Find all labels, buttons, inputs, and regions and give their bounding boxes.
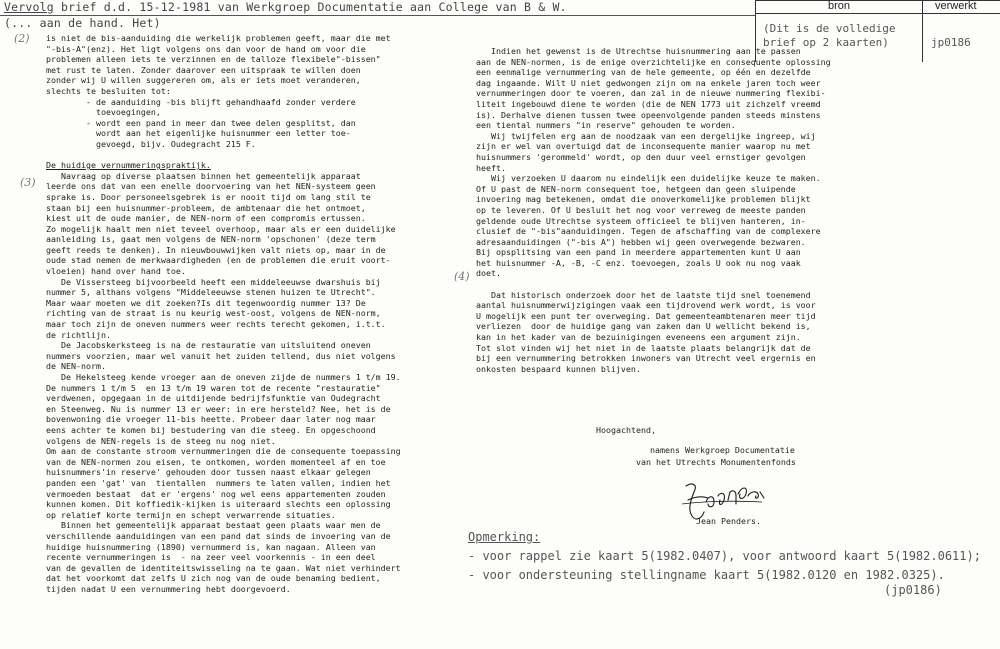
left-paragraph-1 bbox=[46, 33, 446, 150]
right-p2-line: onkosten bespaard kunnen blijven. bbox=[476, 363, 641, 374]
left-p2-line: kiest uit de oude manier, de NEN-norm of een compromis ertussen. bbox=[46, 213, 366, 224]
right-p2-line: Dat historisch onderzoek door het de laatste tijd snel toenemend bbox=[476, 289, 811, 300]
left-p2-line: nummer 5, althans volgens "Middeleeuwse stenen huizen te Utrecht". bbox=[46, 287, 376, 298]
left-p2-line: staan bij een huisnummer-probleem, de ambtenaar die het ontmoet, bbox=[46, 202, 366, 213]
remarks-code: (jp0186) bbox=[884, 583, 942, 597]
registry-col-bron: bron bbox=[828, 0, 851, 12]
right-p2-line: bij een vernummering betrokken inwoners van Utrecht veel ergernis en bbox=[476, 353, 816, 364]
left-p1-line: "-bis-A"(enz). Het ligt volgens ons dan voor de hand om voor die bbox=[46, 43, 366, 54]
left-p2-line: verschillende aanduidingen van een pand dat sinds de invoering van de bbox=[46, 530, 391, 541]
registry-divider bbox=[922, 0, 923, 62]
left-p2-line: Zo mogelijk haalt men niet teveel overhoop, maar als er een duidelijke bbox=[46, 223, 396, 234]
left-p2-line: de richtlijn. bbox=[46, 329, 111, 340]
left-p2-line: verdwenen, opgegaan in de uitdijende bedrijfsfunktie van Oudegracht bbox=[46, 393, 381, 404]
right-p1-line: liteit ingebouwd diene te worden (die de NEN 1773 uit zichzelf vreemd bbox=[476, 98, 821, 109]
title-rest: brief d.d. 15-12-1981 van Werkgroep Documentatie aan College van B & W. bbox=[53, 0, 567, 14]
right-p1-line: huisnummers 'gerommeld' wordt, op den duur veel ernstiger gevolgen bbox=[476, 151, 806, 162]
right-p2-line: kan in het kader van de bezuinigingen eveneens een argument zijn. bbox=[476, 332, 801, 343]
left-p2-line: van de gevallen de identiteitswisseling na te gaan. Wat niet verhindert bbox=[46, 562, 401, 573]
remarks-block bbox=[468, 528, 981, 585]
right-p1-line: zijn er wel van overtuigd dat de inconsequente manier waarop nu met bbox=[476, 141, 811, 152]
closing-org-line1: namens Werkgroep Documentatie bbox=[650, 445, 795, 455]
left-p2-line: vermoeden bestaat dat er 'ergens' nog wel eens appartementen zouden bbox=[46, 488, 386, 499]
right-p1-line: Wij verzoeken U daarom nu eindelijk een duidelijke keuze te maken. bbox=[476, 173, 821, 184]
left-p2-line: op relatief korte termijn en schept verwarrende situaties. bbox=[46, 509, 336, 520]
left-p2-line: De Jacobskerksteeg is na de restauratie van uitsluitend oneven bbox=[46, 340, 371, 351]
right-p2-line: U mogelijk een punt ter overweging. Dat gemeenteambtenaren meer tijd bbox=[476, 310, 816, 321]
right-p1-line: heeft. bbox=[476, 162, 506, 173]
left-p2-line: en Steenweg. Nu is nummer 13 er weer: in ere hersteld? Nee, het is de bbox=[46, 403, 391, 414]
margin-mark-4: (4) bbox=[454, 270, 470, 283]
right-p1-line: Bij opsplitsing van een pand in meerdere appartementen kunt U aan bbox=[476, 247, 801, 258]
left-p2-line: de NEN-norm. bbox=[46, 361, 106, 372]
left-p1-line: - de aanduiding -bis blijft gehandhaafd zonder verdere bbox=[46, 96, 356, 107]
right-p1-line: clusief de "-bis"aanduidingen. Tegen de afschaffing van de complexere bbox=[476, 226, 821, 237]
right-p1-line: Of U past de NEN-norm consequent toe, hetgeen dan geen sluipende bbox=[476, 183, 796, 194]
section-heading: De huidige vernummeringspraktijk. bbox=[46, 160, 211, 171]
closing-greeting: Hoogachtend, bbox=[596, 425, 656, 435]
registry-col-verwerkt: verwerkt bbox=[935, 0, 977, 12]
right-p1-line: is). Derhalve dienen tussen twee opeenvolgende panden steeds minstens bbox=[476, 109, 821, 120]
left-p2-line: panden een 'gat' van tientallen nummers te laten vallen, indien het bbox=[46, 477, 391, 488]
left-p2-line: van de NEN-normen zou eisen, te ontkomen, worden momenteel af en toe bbox=[46, 456, 386, 467]
left-p1-line: wordt aan het eigenlijke huisnummer een letter toe- bbox=[46, 128, 351, 139]
left-p1-line: problemen alleen iets te verzinnen en de talloze flexibele"-bissen" bbox=[46, 54, 381, 65]
left-p2-line: bovenwoning die vroeger 11-bis heette. Probeer daar later nog maar bbox=[46, 414, 376, 425]
registry-header-rule bbox=[755, 13, 1000, 14]
remarks-item-1: - voor rappel zie kaart 5(1982.0407), voor antwoord kaart 5(1982.0611); bbox=[468, 549, 981, 563]
right-p2-line: Tot slot vinden wij het niet in de laatste plaats belangrijk dat de bbox=[476, 342, 811, 353]
left-p2-line: sprake is. Door personeelsgebrek is er nooit tijd om lang stil te bbox=[46, 191, 371, 202]
right-p1-line: een eenmalige vernummering van de hele gemeente, op één en dezelfde bbox=[476, 67, 811, 78]
left-p2-line: richting van de straat is nu keurig west-oost, volgens de NEN-norm, bbox=[46, 308, 381, 319]
right-p1-line: vernummeringen door te voeren, dan zal in de nieuwe nummering flexibi- bbox=[476, 88, 826, 99]
left-p1-line: - wordt een pand in meer dan twee delen gesplitst, dan bbox=[46, 117, 356, 128]
left-p2-line: huisnummers'in reserve' gehouden door tussen naast elkaar gelegen bbox=[46, 467, 371, 478]
right-p2-line: verliezen door de huidige gang van zaken dan U wellicht bekend is, bbox=[476, 321, 811, 332]
right-p1-line: adresaanduidingen ("-bis A") hebben wij geen overwegende bezwaren. bbox=[476, 236, 806, 247]
right-p1-line: een tiental nummers "in reserve" gehouden te worden. bbox=[476, 120, 736, 131]
left-p2-line: huidige huisnummering (1890) vernummerd is, kan nagaan. Alleen van bbox=[46, 541, 376, 552]
registry-code: jp0186 bbox=[931, 36, 971, 49]
remarks-item-2: - voor ondersteuning stellingname kaart 5(1982.0120 en 1982.0325). bbox=[468, 568, 945, 582]
right-paragraph-1 bbox=[476, 46, 856, 279]
left-p2-line: kunnen komen. Dit koffiedik-kijken is uiteraard slechts een oplossing bbox=[46, 499, 391, 510]
letter-subtitle: (... aan de hand. Het) bbox=[4, 16, 161, 30]
margin-mark-3: (3) bbox=[20, 176, 36, 189]
left-p2-line: leerde ons dat van een enelle doorvoering van het NEN-systeem geen bbox=[46, 181, 376, 192]
left-p2-line: De Hekelsteeg kende vroeger aan de oneven zijde de nummers 1 t/m 19. bbox=[46, 372, 401, 382]
left-p2-line: Binnen het gemeentelijk apparaat bestaat geen plaats waar men de bbox=[46, 520, 381, 531]
left-p2-line: nummers voorzien, maar wel vanuit het zuiden tellend, dus niet volgens bbox=[46, 350, 396, 361]
left-p2-line: De nummers 1 t/m 5 en 13 t/m 19 waren tot de recente "restauratie" bbox=[46, 382, 381, 393]
left-p2-line: oude stad nemen de merkwaardigheden (en de problemen die eruit voort- bbox=[46, 255, 391, 266]
left-p1-line: gevoegd, bijv. Oudegracht 215 F. bbox=[46, 138, 256, 149]
right-p1-line: doet. bbox=[476, 268, 501, 279]
left-paragraph-2 bbox=[46, 171, 446, 595]
title-prefix: Vervolg bbox=[4, 0, 54, 14]
left-p1-line: is niet de bis-aanduiding die werkelijk problemen geeft, maar die met bbox=[46, 33, 391, 43]
left-text-column bbox=[46, 33, 446, 594]
registry-note-line1: (Dit is de volledige bbox=[763, 22, 896, 35]
right-p1-line: op te leveren. Of U besluit het nog voor verreweg de meeste panden bbox=[476, 204, 806, 215]
left-p2-line: dat het voorkomt dat zelfs U zich nog van de oude benaming bedient, bbox=[46, 573, 381, 584]
right-p1-line: het huisnummer -A, -B, -C enz. toevoegen, zoals U ook nu nog vaak bbox=[476, 257, 801, 268]
right-p1-line: invoering mag betekenen, omdat die onoverkomelijke problemen blijkt bbox=[476, 194, 811, 205]
left-p2-line: maar toch zijn de oneven nummers weer rechts terecht gekomen, i.t.t. bbox=[46, 319, 386, 330]
left-p2-line: De Vissersteeg bijvoorbeeld heeft een middeleeuwse dwarshuis bij bbox=[46, 276, 381, 287]
left-p2-line: Navraag op diverse plaatsen binnen het gemeentelijk apparaat bbox=[46, 170, 361, 181]
right-paragraph-2 bbox=[476, 290, 856, 375]
letter-title bbox=[4, 0, 567, 14]
right-p1-line: geldende oude Utrechtse systeem officieel te blijven hanteren, in- bbox=[476, 215, 806, 226]
left-p1-line: met rust te laten. Zonder daarover een uitspraak te willen doen bbox=[46, 64, 361, 75]
margin-mark-2: (2) bbox=[14, 32, 30, 45]
registry-note-line2: brief op 2 kaarten) bbox=[763, 36, 889, 49]
right-p1-line: Wij twijfelen erg aan de noodzaak van een dergelijke ingreep, wij bbox=[476, 130, 816, 141]
left-p2-line: Om aan de constante stroom vernummeringen die de consequente toepassing bbox=[46, 446, 401, 457]
signer-name: Jean Penders. bbox=[696, 516, 761, 526]
left-p2-line: volgens de NEN-regels is de steeg nu nog niet. bbox=[46, 435, 276, 446]
left-p1-line: zonder wij U willen suggereren om, als er iets moet veranderen, bbox=[46, 75, 361, 86]
left-p2-line: recente vernummeringen is - na zeer veel voorkennis - in een deel bbox=[46, 552, 376, 563]
left-p2-line: vloeien) hand over hand toe. bbox=[46, 266, 186, 277]
left-p1-line: slechts te besluiten tot: bbox=[46, 85, 171, 96]
left-p2-line: tijden nadat U een vernummering hebt doorgevoerd. bbox=[46, 583, 291, 594]
left-p1-line: toevoegingen, bbox=[46, 107, 161, 118]
left-p2-line: eens achter te komen bij bestudering van die steeg. En opgeschoond bbox=[46, 424, 376, 435]
closing-org-line2: van het Utrechts Monumentenfonds bbox=[636, 457, 796, 467]
remarks-title: Opmerking: bbox=[468, 530, 541, 544]
right-p1-line: dag ingaande. Wilt U niet gedwongen zijn om na enkele jaren toch weer bbox=[476, 77, 821, 88]
right-text-column bbox=[476, 46, 856, 374]
left-p2-line: geeft reeds te denken). In nieuwbouwwijken valt niets op, maar in de bbox=[46, 244, 386, 255]
right-p1-line: Indien het gewenst is de Utrechtse huisnummering aan te passen bbox=[476, 46, 801, 56]
left-p2-line: Maar waar moeten we dit zoeken?Is dit tegenwoordig nummer 13? De bbox=[46, 297, 366, 308]
left-p2-line: aanleiding is, gaat men volgens de NEN-norm 'opschonen' (deze term bbox=[46, 234, 376, 245]
right-p1-line: aan de NEN-normen, is de enige overzichtelijke en consequente oplossing bbox=[476, 56, 831, 67]
right-p2-line: aantal huisnummerwijzigingen vaak een tijdrovend werk wordt, is voor bbox=[476, 300, 816, 311]
